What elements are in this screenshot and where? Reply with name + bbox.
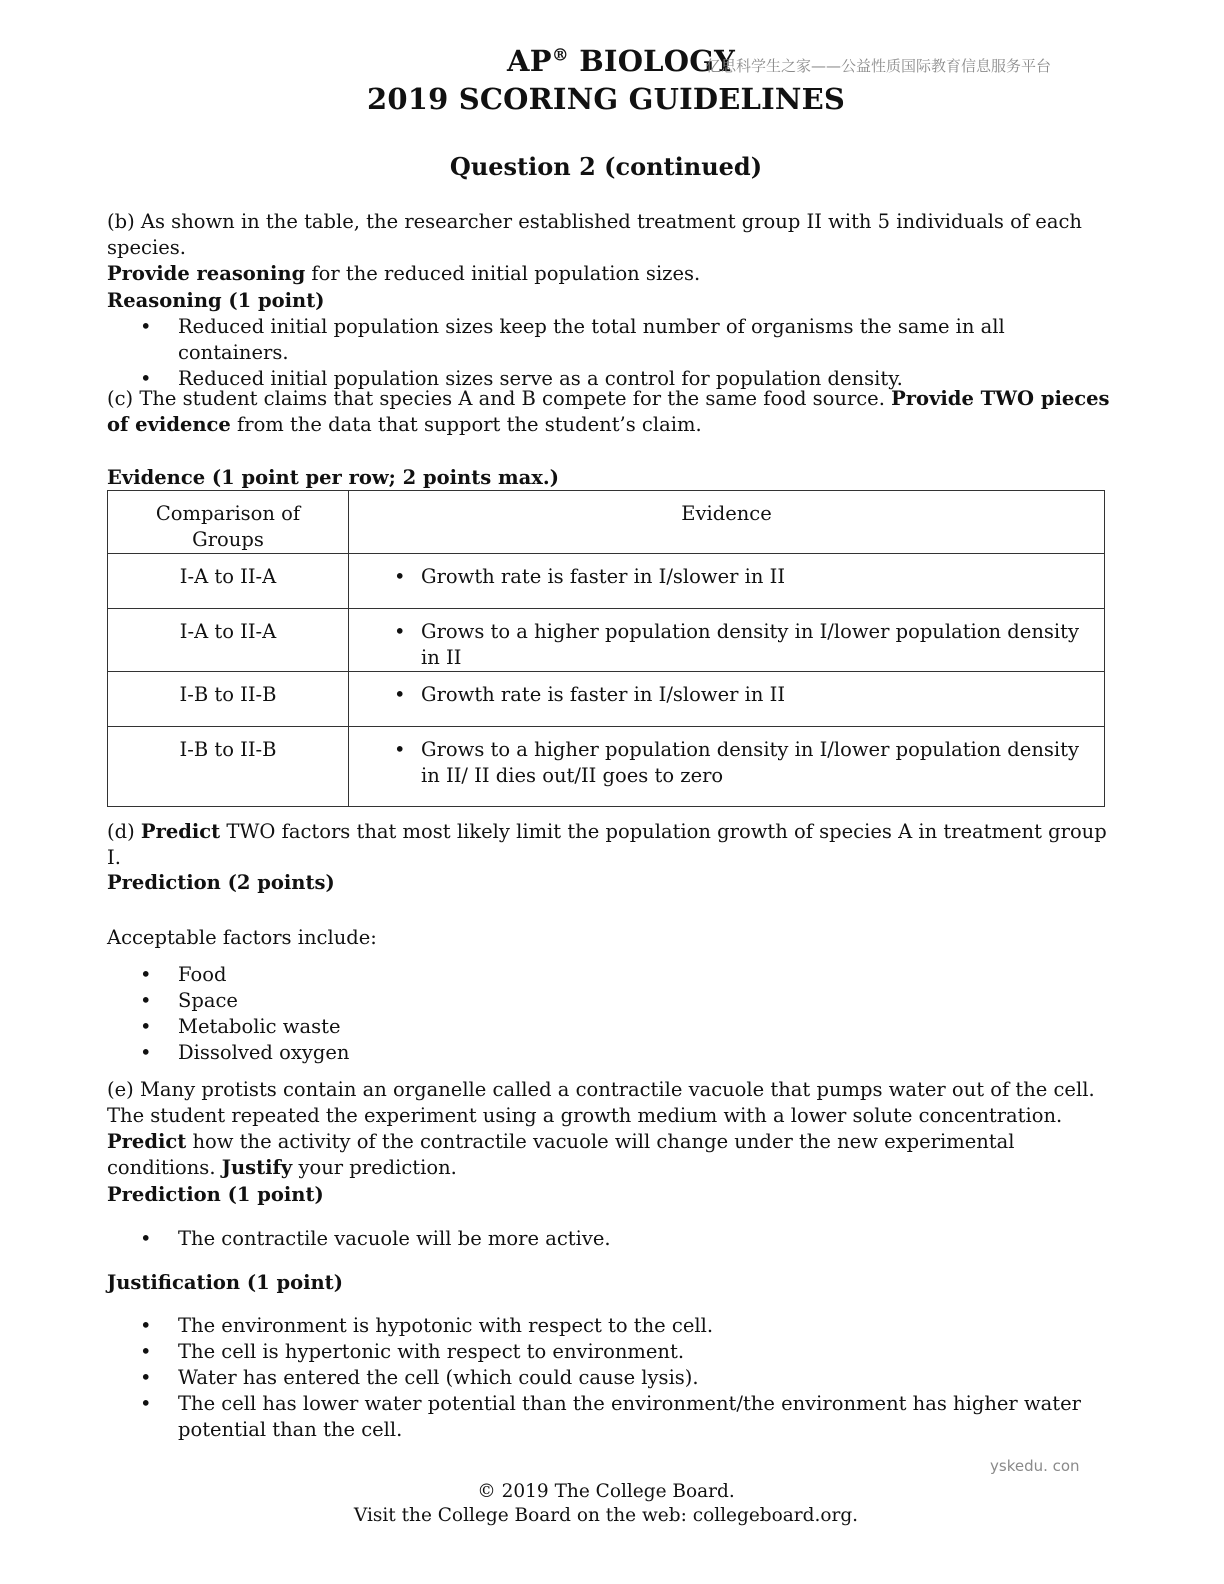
justification-bullet: • The cell is hypertonic with respect to environment. xyxy=(107,1339,1087,1365)
part-d-rest: TWO factors that most likely limit the population growth of species A in treatment group I. xyxy=(107,820,1107,869)
evidence-text: Grows to a higher population density in I/lower population density in II/ II dies out/II goes to zero xyxy=(421,738,1079,787)
justification-list xyxy=(107,1313,1087,1443)
header-subject: BIOLOGY xyxy=(568,44,736,78)
evidence-table xyxy=(107,490,1105,807)
question-title: Question 2 (continued) xyxy=(449,152,763,181)
evidence-row xyxy=(108,727,1105,807)
prediction-heading-e: Prediction (1 point) xyxy=(107,1183,324,1206)
evidence-row xyxy=(108,609,1105,672)
part-b-prompt xyxy=(107,209,1117,287)
evidence-row xyxy=(108,672,1105,727)
part-b-rest: for the reduced initial population sizes. xyxy=(305,262,701,285)
prediction-bullet: • The contractile vacuole will be more active. xyxy=(107,1226,1107,1252)
evidence-header-row xyxy=(108,491,1105,554)
part-c-bold: Provide TWO pieces of evidence xyxy=(107,387,1110,436)
reasoning-list xyxy=(107,314,1107,392)
part-e-bold-justify: Justify xyxy=(221,1156,293,1179)
watermark-bottom: yskedu. con xyxy=(990,1457,1080,1475)
part-c-text: (c) The student claims that species A and B compete for the same food source. xyxy=(107,387,892,410)
bullet-icon: • xyxy=(394,738,406,761)
header-title xyxy=(507,44,735,78)
bullet-icon: • xyxy=(394,565,406,588)
header-ap: AP xyxy=(507,44,552,78)
factors-list xyxy=(107,962,1107,1066)
part-d-bold: Predict xyxy=(140,820,221,843)
part-e-prompt xyxy=(107,1077,1107,1181)
reasoning-heading: Reasoning (1 point) xyxy=(107,289,325,312)
reasoning-bullet: • Reduced initial population sizes keep the total number of organisms the same in all containers. xyxy=(107,314,1107,366)
evidence-heading: Evidence (1 point per row; 2 points max.) xyxy=(107,466,559,489)
reasoning-bullet: • Reduced initial population sizes serve as a control for population density. xyxy=(107,366,1107,392)
part-e-text-a: (e) Many protists contain an organelle called a contractile vacuole that pumps water out of the cell. The student repeated the experiment using a growth medium with a lower solute concentration. xyxy=(107,1078,1095,1127)
justification-bullet: • Water has entered the cell (which could cause lysis). xyxy=(107,1365,1087,1391)
evidence-cell xyxy=(349,727,1105,807)
justification-bullet: • The environment is hypotonic with respect to the cell. xyxy=(107,1313,1087,1339)
factors-intro: Acceptable factors include: xyxy=(107,926,377,949)
justification-heading: Justification (1 point) xyxy=(107,1271,343,1294)
comparison-cell: I-B to II-B xyxy=(108,672,349,727)
watermark-top: 亿思科学生之家——公益性质国际教育信息服务平台 xyxy=(706,57,1052,75)
part-d-prompt xyxy=(107,819,1117,871)
header-subtitle: 2019 SCORING GUIDELINES xyxy=(366,82,846,116)
evidence-cell xyxy=(349,609,1105,672)
part-b-text: (b) As shown in the table, the researcher established treatment group II with 5 individuals of each species. xyxy=(107,210,1082,259)
part-b-bold: Provide reasoning xyxy=(107,262,306,285)
footer-visit: Visit the College Board on the web: collegeboard.org. xyxy=(353,1505,859,1526)
bullet-icon: • xyxy=(394,620,406,643)
bullet-icon: • xyxy=(394,683,406,706)
evidence-text: Growth rate is faster in I/slower in II xyxy=(421,683,786,706)
part-c-prompt xyxy=(107,386,1117,438)
evidence-text: Grows to a higher population density in I/lower population density in II xyxy=(421,620,1079,669)
evidence-text: Growth rate is faster in I/slower in II xyxy=(421,565,786,588)
registered-mark: ® xyxy=(551,45,569,66)
part-e-text-b: how the activity of the contractile vacuole will change under the new experimental conditions. xyxy=(107,1130,1015,1179)
evidence-cell xyxy=(349,554,1105,609)
factor-bullet: • Space xyxy=(107,988,1107,1014)
prediction-heading-d: Prediction (2 points) xyxy=(107,871,335,894)
comparison-cell: I-A to II-A xyxy=(108,554,349,609)
part-e-text-c: your prediction. xyxy=(292,1156,457,1179)
part-d-prefix: (d) xyxy=(107,820,141,843)
part-e-bold-predict: Predict xyxy=(107,1130,187,1153)
prediction-list xyxy=(107,1226,1107,1252)
part-c-rest: from the data that support the student’s claim. xyxy=(230,413,702,436)
factor-bullet: • Metabolic waste xyxy=(107,1014,1107,1040)
evidence-row xyxy=(108,554,1105,609)
comparison-cell: I-B to II-B xyxy=(108,727,349,807)
factor-bullet: • Food xyxy=(107,962,1107,988)
footer xyxy=(0,1480,1212,1528)
evidence-cell xyxy=(349,672,1105,727)
footer-copyright: © 2019 The College Board. xyxy=(477,1481,735,1502)
justification-bullet: • The cell has lower water potential than the environment/the environment has higher water potential than the cell. xyxy=(107,1391,1087,1443)
comparison-cell: I-A to II-A xyxy=(108,609,349,672)
col-header-evidence: Evidence xyxy=(349,491,1105,554)
col-header-comparison: Comparison of Groups xyxy=(108,491,349,554)
factor-bullet: • Dissolved oxygen xyxy=(107,1040,1107,1066)
